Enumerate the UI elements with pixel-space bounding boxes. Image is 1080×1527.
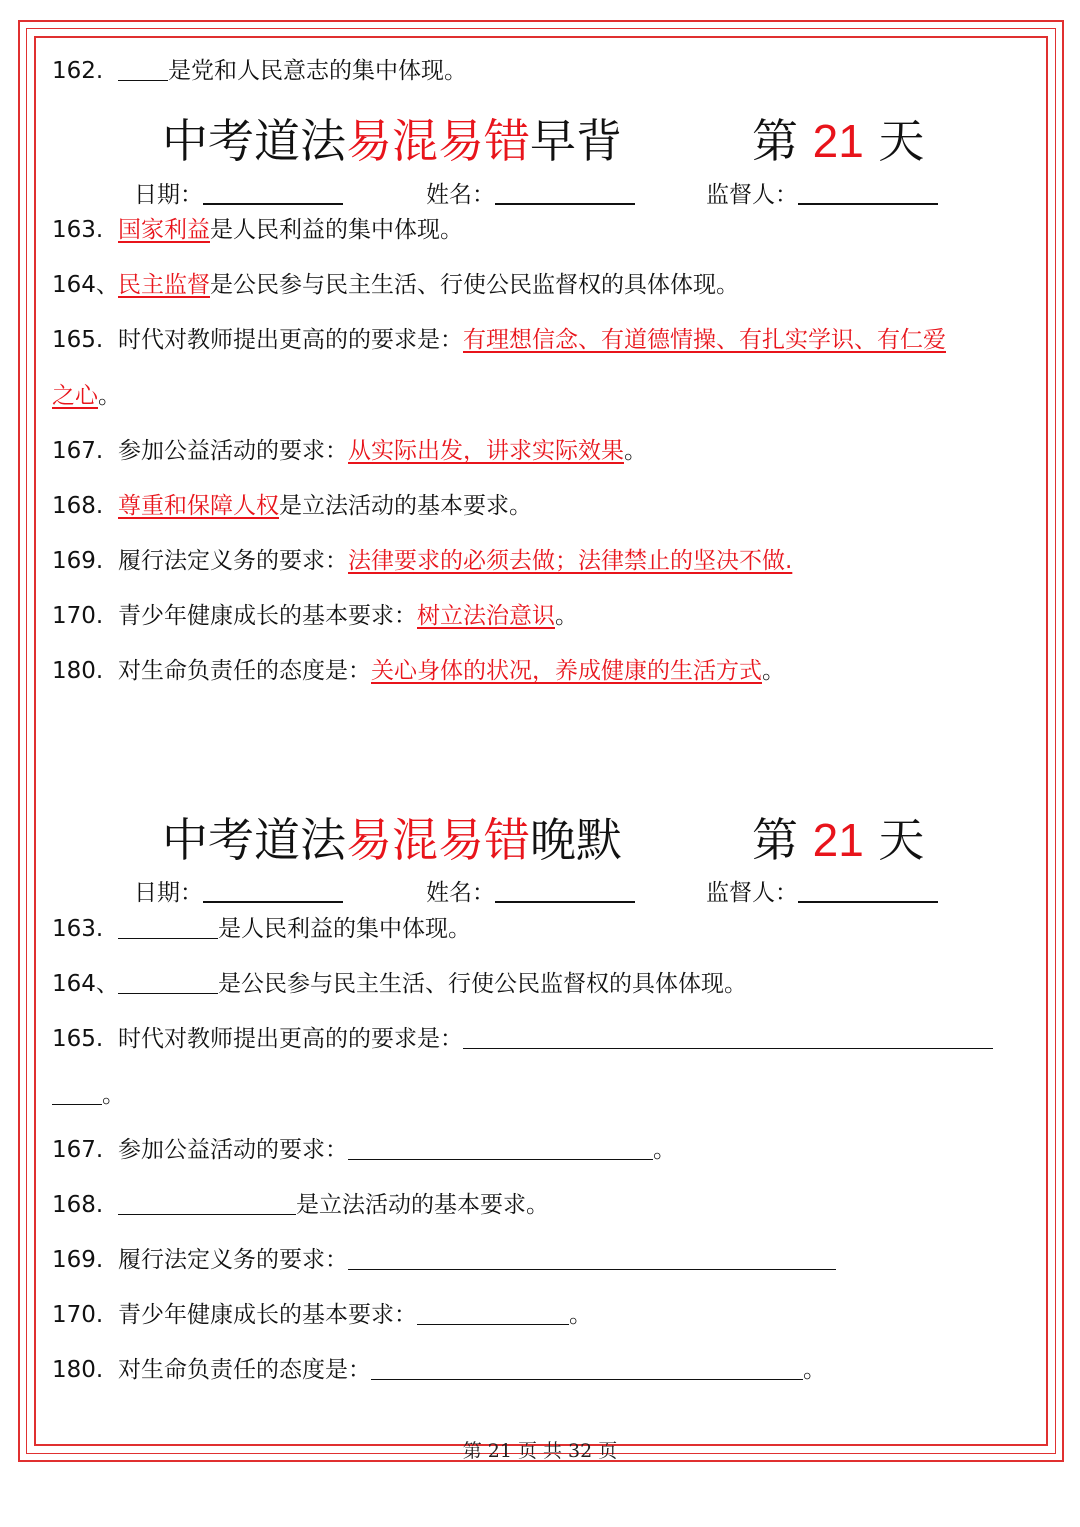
answer: 尊重和保障人权 (118, 493, 279, 519)
evening-name-field: 姓名： (426, 877, 635, 908)
page-footer: 第 21 页 共 32 页 (462, 1440, 618, 1462)
evening-item-170: 170. 青少年健康成长的基本要求： 。 (52, 1302, 592, 1328)
inner-border (34, 36, 1048, 1446)
item-text: 是党和人民意志的集中体现。 (168, 58, 467, 84)
name-blank[interactable] (495, 179, 635, 205)
morning-name-field: 姓名： (426, 179, 635, 210)
fill-blank[interactable] (118, 1190, 296, 1215)
evening-day-label: 第 21 天 (752, 813, 925, 867)
evening-item-169: 169. 履行法定义务的要求： (52, 1245, 836, 1275)
morning-item-170: 170. 青少年健康成长的基本要求：树立法治意识。 (52, 603, 578, 629)
evening-item-165-cont: 。 (52, 1080, 125, 1110)
fill-blank[interactable] (417, 1300, 569, 1325)
evening-date-field: 日期： (134, 877, 343, 908)
morning-date-field: 日期： (134, 179, 343, 210)
name-blank[interactable] (495, 877, 635, 903)
fill-blank[interactable] (118, 56, 168, 81)
fill-blank[interactable] (371, 1355, 803, 1380)
morning-item-168: 168. 尊重和保障人权是立法活动的基本要求。 (52, 493, 532, 519)
answer: 树立法治意识 (417, 603, 555, 629)
evening-item-168: 168. 是立法活动的基本要求。 (52, 1192, 549, 1218)
answer: 法律要求的必须去做；法律禁止的坚决不做. (348, 548, 793, 574)
evening-item-180: 180. 对生命负责任的态度是： 。 (52, 1357, 826, 1383)
morning-item-163: 163. 国家利益是人民利益的集中体现。 (52, 217, 463, 243)
answer: 关心身体的状况，养成健康的生活方式 (371, 658, 762, 684)
fill-blank[interactable] (118, 914, 218, 939)
fill-blank[interactable] (118, 969, 218, 994)
evening-item-164: 164、 是公民参与民主生活、行使公民监督权的具体体现。 (52, 971, 747, 997)
answer: 民主监督 (118, 272, 210, 298)
item-162 (52, 56, 467, 86)
evening-item-163: 163. 是人民利益的集中体现。 (52, 916, 471, 942)
supervisor-blank[interactable] (798, 877, 938, 903)
fill-blank[interactable] (463, 1024, 993, 1049)
morning-day-label: 第 21 天 (752, 114, 925, 168)
supervisor-blank[interactable] (798, 179, 938, 205)
morning-item-164: 164、民主监督是公民参与民主生活、行使公民监督权的具体体现。 (52, 272, 739, 298)
answer: 有理想信念、有道德情操、有扎实学识、有仁爱 (463, 327, 946, 353)
morning-item-169: 169. 履行法定义务的要求：法律要求的必须去做；法律禁止的坚决不做. (52, 548, 793, 574)
evening-item-167: 167. 参加公益活动的要求： 。 (52, 1137, 676, 1163)
answer: 之心 (52, 383, 98, 409)
evening-title: 中考道法易混易错晚默 (162, 813, 622, 867)
morning-item-165-cont: 之心。 (52, 383, 121, 409)
morning-supervisor-field: 监督人： (706, 179, 938, 210)
morning-item-180: 180. 对生命负责任的态度是：关心身体的状况，养成健康的生活方式。 (52, 658, 785, 684)
date-blank[interactable] (203, 179, 343, 205)
evening-supervisor-field: 监督人： (706, 877, 938, 908)
morning-title: 中考道法易混易错早背 (162, 114, 622, 168)
answer: 从实际出发，讲求实际效果 (348, 438, 624, 464)
date-blank[interactable] (203, 877, 343, 903)
answer: 国家利益 (118, 217, 210, 243)
item-number: 162. (52, 58, 104, 84)
fill-blank[interactable] (348, 1135, 653, 1160)
morning-item-167: 167. 参加公益活动的要求：从实际出发，讲求实际效果。 (52, 438, 647, 464)
evening-item-165: 165. 时代对教师提出更高的的要求是： (52, 1024, 993, 1054)
morning-item-165: 165. 时代对教师提出更高的的要求是：有理想信念、有道德情操、有扎实学识、有仁爱 (52, 327, 946, 353)
fill-blank[interactable] (52, 1080, 102, 1105)
fill-blank[interactable] (348, 1245, 836, 1270)
